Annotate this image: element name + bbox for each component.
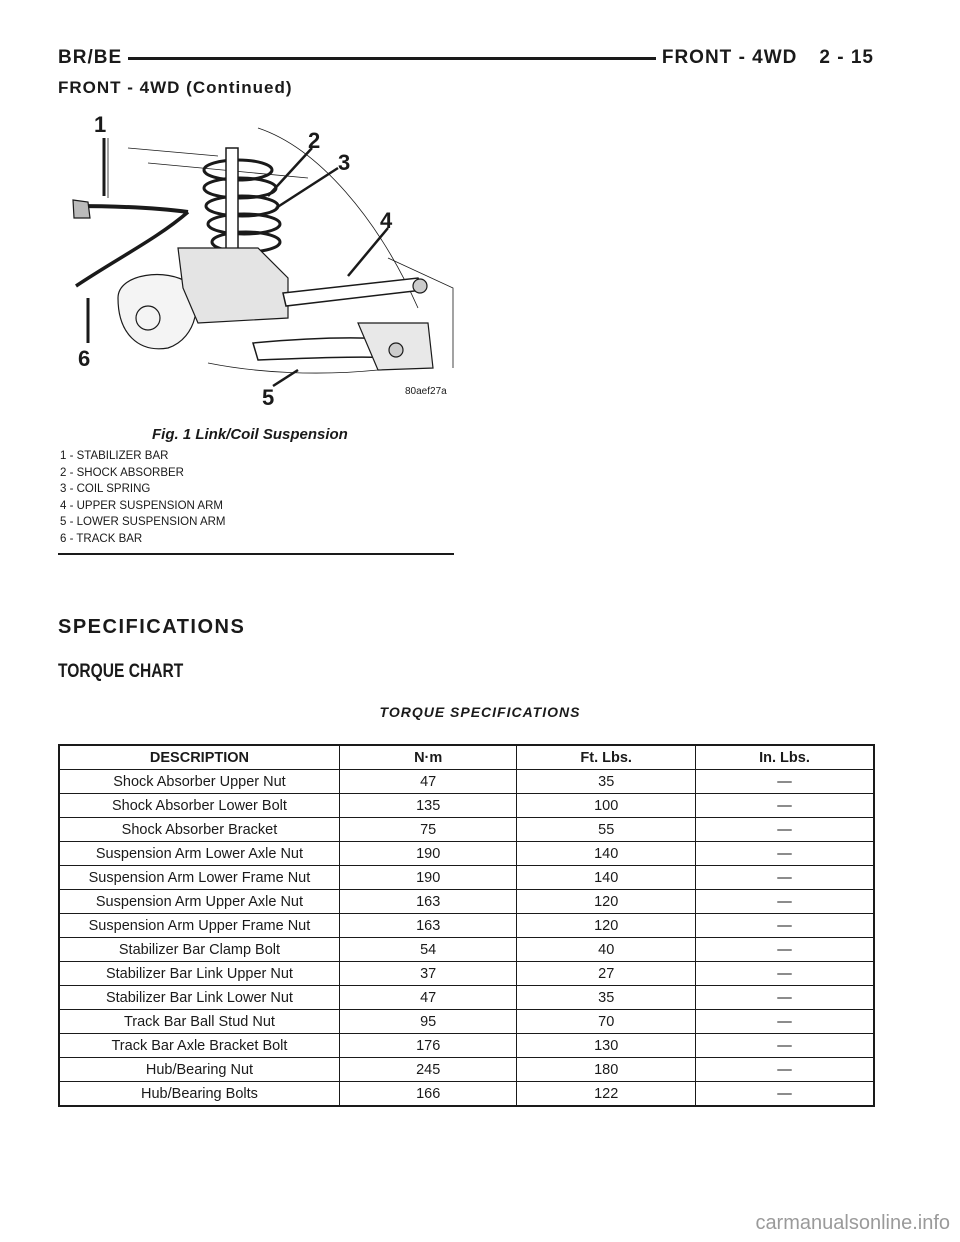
ftlbs-cell: 120 xyxy=(517,914,696,938)
nm-cell: 190 xyxy=(339,842,517,866)
description-cell: Stabilizer Bar Clamp Bolt xyxy=(59,938,339,962)
inlbs-cell: — xyxy=(695,986,874,1010)
inlbs-cell: — xyxy=(695,1058,874,1082)
nm-cell: 190 xyxy=(339,866,517,890)
nm-cell: 163 xyxy=(339,914,517,938)
description-cell: Suspension Arm Upper Frame Nut xyxy=(59,914,339,938)
table-title: TORQUE SPECIFICATIONS xyxy=(379,704,581,720)
table-row xyxy=(59,962,874,986)
inlbs-cell: — xyxy=(695,794,874,818)
ftlbs-cell: 122 xyxy=(517,1082,696,1107)
description-cell: Shock Absorber Upper Nut xyxy=(59,770,339,794)
description-cell: Track Bar Ball Stud Nut xyxy=(59,1010,339,1034)
description-cell: Shock Absorber Bracket xyxy=(59,818,339,842)
watermark: carmanualsonline.info xyxy=(755,1212,950,1234)
legend-item: 1 - STABILIZER BAR xyxy=(60,450,169,462)
inlbs-cell: — xyxy=(695,770,874,794)
nm-cell: 176 xyxy=(339,1034,517,1058)
nm-cell: 245 xyxy=(339,1058,517,1082)
table-row xyxy=(59,818,874,842)
callout-2: 2 xyxy=(308,128,321,153)
ftlbs-cell: 140 xyxy=(517,866,696,890)
figure-id: 80aef27a xyxy=(405,386,447,397)
description-cell: Stabilizer Bar Link Upper Nut xyxy=(59,962,339,986)
table-row xyxy=(59,770,874,794)
section-name: FRONT - 4WD xyxy=(661,47,798,68)
figure-rule xyxy=(58,553,454,555)
table-row xyxy=(59,890,874,914)
callout-1: 1 xyxy=(94,112,107,137)
inlbs-cell: — xyxy=(695,1010,874,1034)
table-row xyxy=(59,1034,874,1058)
ftlbs-cell: 27 xyxy=(517,962,696,986)
manual-code: BR/BE xyxy=(58,44,128,72)
figure-caption: Fig. 1 Link/Coil Suspension xyxy=(152,426,348,443)
inlbs-cell: — xyxy=(695,914,874,938)
callout-5: 5 xyxy=(262,385,275,408)
table-row xyxy=(59,938,874,962)
description-cell: Stabilizer Bar Link Lower Nut xyxy=(59,986,339,1010)
continued-title: FRONT - 4WD (Continued) xyxy=(58,78,293,97)
legend-item: 5 - LOWER SUSPENSION ARM xyxy=(60,516,226,529)
description-cell: Suspension Arm Lower Frame Nut xyxy=(59,866,339,890)
nm-cell: 37 xyxy=(339,962,517,986)
inlbs-cell: — xyxy=(695,818,874,842)
table-row xyxy=(59,794,874,818)
page-number: 2 - 15 xyxy=(819,47,874,68)
ftlbs-cell: 70 xyxy=(517,1010,696,1034)
ftlbs-cell: 100 xyxy=(517,794,696,818)
figure-legend xyxy=(60,448,226,548)
column-header: DESCRIPTION xyxy=(59,745,339,770)
ftlbs-cell: 55 xyxy=(517,818,696,842)
legend-item: 6 - TRACK BAR xyxy=(60,532,143,545)
inlbs-cell: — xyxy=(695,938,874,962)
section-title: SPECIFICATIONS xyxy=(58,616,246,638)
table-row xyxy=(59,866,874,890)
description-cell: Hub/Bearing Nut xyxy=(59,1058,339,1082)
callout-6: 6 xyxy=(78,346,91,371)
description-cell: Shock Absorber Lower Bolt xyxy=(59,794,339,818)
description-cell: Suspension Arm Lower Axle Nut xyxy=(59,842,339,866)
table-row xyxy=(59,986,874,1010)
nm-cell: 75 xyxy=(339,818,517,842)
legend-item: 2 - SHOCK ABSORBER xyxy=(60,466,184,479)
ftlbs-cell: 120 xyxy=(517,890,696,914)
nm-cell: 163 xyxy=(339,890,517,914)
description-cell: Suspension Arm Upper Axle Nut xyxy=(59,890,339,914)
suspension-illustration xyxy=(58,108,458,408)
inlbs-cell: — xyxy=(695,962,874,986)
nm-cell: 47 xyxy=(339,986,517,1010)
table-row xyxy=(59,1010,874,1034)
inlbs-cell: — xyxy=(695,1034,874,1058)
inlbs-cell: — xyxy=(695,842,874,866)
column-header: Ft. Lbs. xyxy=(517,745,696,770)
page-header xyxy=(58,44,874,72)
nm-cell: 166 xyxy=(339,1082,517,1107)
description-cell: Track Bar Axle Bracket Bolt xyxy=(59,1034,339,1058)
ftlbs-cell: 130 xyxy=(517,1034,696,1058)
table-row xyxy=(59,1058,874,1082)
ftlbs-cell: 40 xyxy=(517,938,696,962)
subsection-title: TORQUE CHART xyxy=(58,661,184,682)
nm-cell: 95 xyxy=(339,1010,517,1034)
ftlbs-cell: 180 xyxy=(517,1058,696,1082)
callout-3: 3 xyxy=(338,150,351,175)
nm-cell: 54 xyxy=(339,938,517,962)
table-header-row xyxy=(59,745,874,770)
ftlbs-cell: 35 xyxy=(517,770,696,794)
header-right xyxy=(656,44,874,72)
table-row xyxy=(59,914,874,938)
callout-4: 4 xyxy=(380,208,393,233)
legend-item: 3 - COIL SPRING xyxy=(60,483,151,496)
description-cell: Hub/Bearing Bolts xyxy=(59,1082,339,1107)
column-header: In. Lbs. xyxy=(695,745,874,770)
inlbs-cell: — xyxy=(695,866,874,890)
ftlbs-cell: 140 xyxy=(517,842,696,866)
torque-table xyxy=(58,744,875,1107)
inlbs-cell: — xyxy=(695,890,874,914)
table-row xyxy=(59,1082,874,1107)
nm-cell: 47 xyxy=(339,770,517,794)
nm-cell: 135 xyxy=(339,794,517,818)
table-row xyxy=(59,842,874,866)
legend-item: 4 - UPPER SUSPENSION ARM xyxy=(60,499,223,512)
inlbs-cell: — xyxy=(695,1082,874,1107)
column-header: N·m xyxy=(339,745,517,770)
ftlbs-cell: 35 xyxy=(517,986,696,1010)
